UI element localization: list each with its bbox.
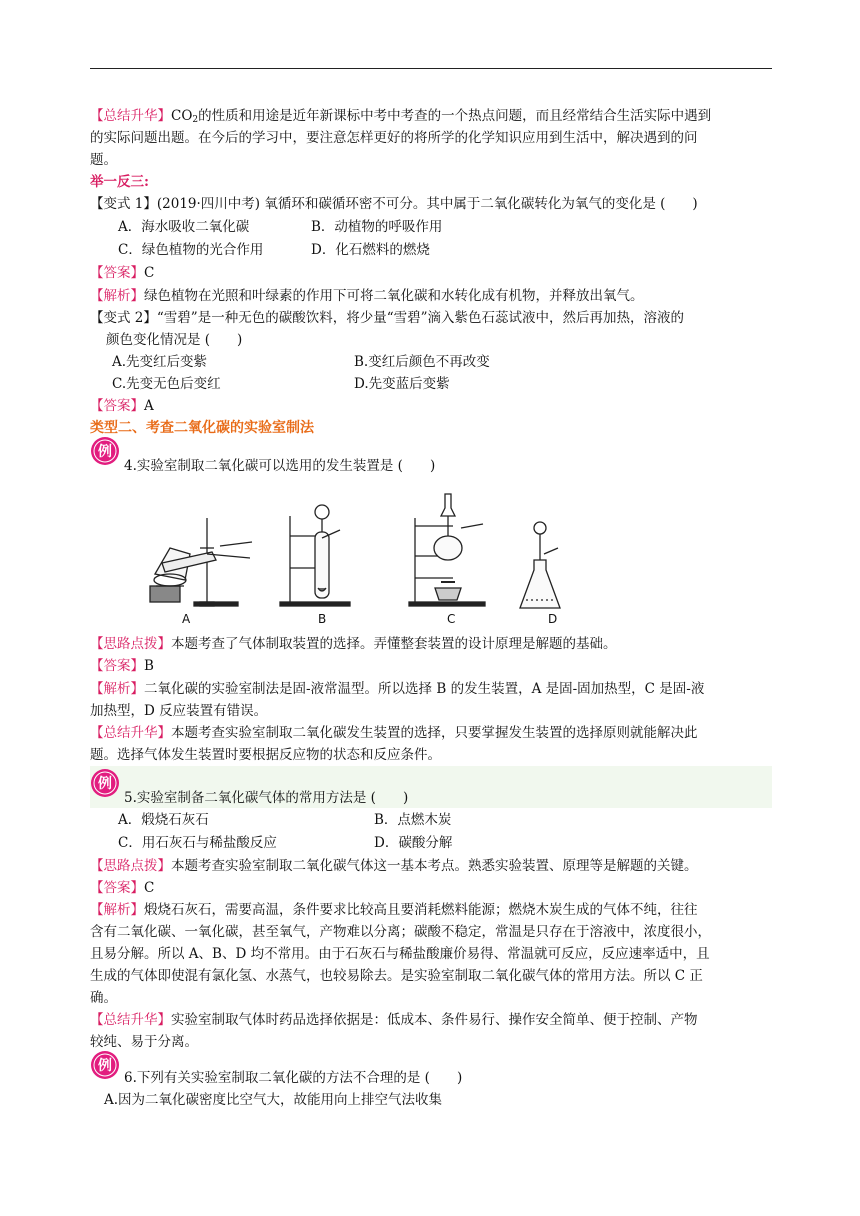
practice-heading: 举一反三: (90, 174, 149, 190)
q5-analysis-line4: 生成的气体即使混有氯化氢、水蒸气，也较易除去。是实验室制取二氧化碳气体的常用方法。所以 C 正 (90, 968, 703, 984)
q4-analysis-line2: 加热型，D 反应装置有错误。 (90, 703, 268, 719)
variant1-option-c: C．绿色植物的光合作用 (118, 242, 264, 258)
variant2-question-line1: 【变式 2】“雪碧”是一种无色的碳酸饮料，将少量“雪碧”滴入紫色石蕊试液中，然后再加热，溶液的 (90, 310, 684, 326)
apparatus-c-icon (409, 494, 485, 606)
q6-option-a: A.因为二氧化碳密度比空气大，故能用向上排空气法收集 (104, 1092, 443, 1108)
q5-summary-line2: 较纯、易于分离。 (90, 1034, 198, 1050)
q4-question: 4.实验室制取二氧化碳可以选用的发生装置是 ( ) (124, 458, 436, 474)
q5-analysis-line2: 含有二氧化碳、一氧化碳，甚至氧气，产物难以分离；碳酸不稳定，常温是只存在于溶液中，浓度很小， (90, 924, 711, 940)
q4-summary-line2: 题。选择气体发生装置时要根据反应物的状态和反应条件。 (90, 747, 441, 763)
figure-label-a: A (182, 612, 191, 626)
variant1-analysis: 【解析】绿色植物在光照和叶绿素的作用下可将二氧化碳和水转化成有机物，并释放出氧气。 (90, 288, 644, 304)
section-title: 类型二、考查二氧化碳的实验室制法 (90, 420, 314, 436)
variant2-answer: 【答案】A (90, 398, 154, 414)
variant1-option-a: A．海水吸收二氧化碳 (118, 219, 250, 235)
q5-analysis-line5: 确。 (90, 990, 117, 1006)
variant1-option-b: B．动植物的呼吸作用 (311, 219, 443, 235)
variant2-option-c: C.先变无色后变红 (112, 376, 221, 392)
q4-answer: 【答案】B (90, 658, 154, 674)
variant2-option-d: D.先变蓝后变紫 (354, 376, 450, 392)
q4-summary-line1: 【总结升华】本题考查实验室制取二氧化碳发生装置的选择，只要掌握发生装置的选择原则就能解决此 (90, 725, 698, 741)
q5-question: 5.实验室制备二氧化碳气体的常用方法是 ( ) (124, 790, 409, 806)
variant1-question: 【变式 1】(2019·四川中考) 氧循环和碳循环密不可分。其中属于二氧化碳转化为氧气的变化是 ( ) (90, 196, 698, 212)
figure-label-d: D (548, 612, 558, 626)
q5-option-a: A．煅烧石灰石 (118, 812, 209, 828)
variant1-answer: 【答案】C (90, 265, 155, 281)
summary-tag: 【总结升华】 (90, 108, 171, 124)
example-badge-icon (90, 768, 120, 798)
variant2-option-a: A.先变红后变紫 (112, 354, 208, 370)
apparatus-b-icon (280, 505, 350, 606)
variant1-option-d: D．化石燃料的燃烧 (311, 242, 430, 258)
q5-answer: 【答案】C (90, 880, 155, 896)
q5-option-b: B．点燃木炭 (374, 812, 452, 828)
badge-char: 例 (98, 444, 112, 460)
apparatus-d-icon (520, 522, 560, 608)
badge-char: 例 (98, 1058, 112, 1074)
badge-char: 例 (98, 776, 112, 792)
q5-option-c: C．用石灰石与稀盐酸反应 (118, 835, 277, 851)
example-badge-icon (90, 436, 120, 466)
figure-label-c: C (447, 612, 456, 626)
header-rule (90, 68, 772, 69)
example-badge-icon (90, 1050, 120, 1080)
variant2-question-line2: 颜色变化情况是 ( ) (106, 332, 243, 348)
q5-analysis-line3: 且易分解。所以 A、B、D 均不常用。由于石灰石与稀盐酸廉价易得、常温就可反应，反应速率适中，且 (90, 946, 710, 962)
q5-hint: 【思路点拨】本题考查实验室制取二氧化碳气体这一基本考点。熟悉实验装置、原理等是解题的关键。 (90, 858, 698, 874)
q4-hint: 【思路点拨】本题考查了气体制取装置的选择。弄懂整套装置的设计原理是解题的基础。 (90, 636, 617, 652)
apparatus-figure (140, 488, 600, 628)
q5-option-d: D．碳酸分解 (374, 835, 453, 851)
q5-summary-line1: 【总结升华】实验室制取气体时药品选择依据是：低成本、条件易行、操作安全简单、便于控制、产物 (90, 1012, 698, 1028)
summary-line-1: 【总结升华】$CO_2$的性质和用途是近年新课标中考中考查的一个热点问题，而且经常结合生活实际中遇到 (90, 108, 712, 125)
q5-analysis-line1: 【解析】煅烧石灰石，需要高温，条件要求比较高且要消耗燃料能源；燃烧木炭生成的气体不纯，往往 (90, 902, 698, 918)
q4-analysis-line1: 【解析】二氧化碳的实验室制法是固-液常温型。所以选择 B 的发生装置，A 是固-固加热型，C 是固-液 (90, 681, 705, 697)
summary-line-2: 的实际问题出题。在今后的学习中，要注意怎样更好的将所学的化学知识应用到生活中，解决遇到的问 (90, 130, 698, 146)
variant2-option-b: B.变红后颜色不再改变 (354, 354, 490, 370)
figure-label-b: B (318, 612, 327, 626)
q6-question: 6.下列有关实验室制取二氧化碳的方法不合理的是 ( ) (124, 1070, 463, 1086)
apparatus-a-icon (150, 518, 252, 606)
summary-line-3: 题。 (90, 152, 117, 168)
